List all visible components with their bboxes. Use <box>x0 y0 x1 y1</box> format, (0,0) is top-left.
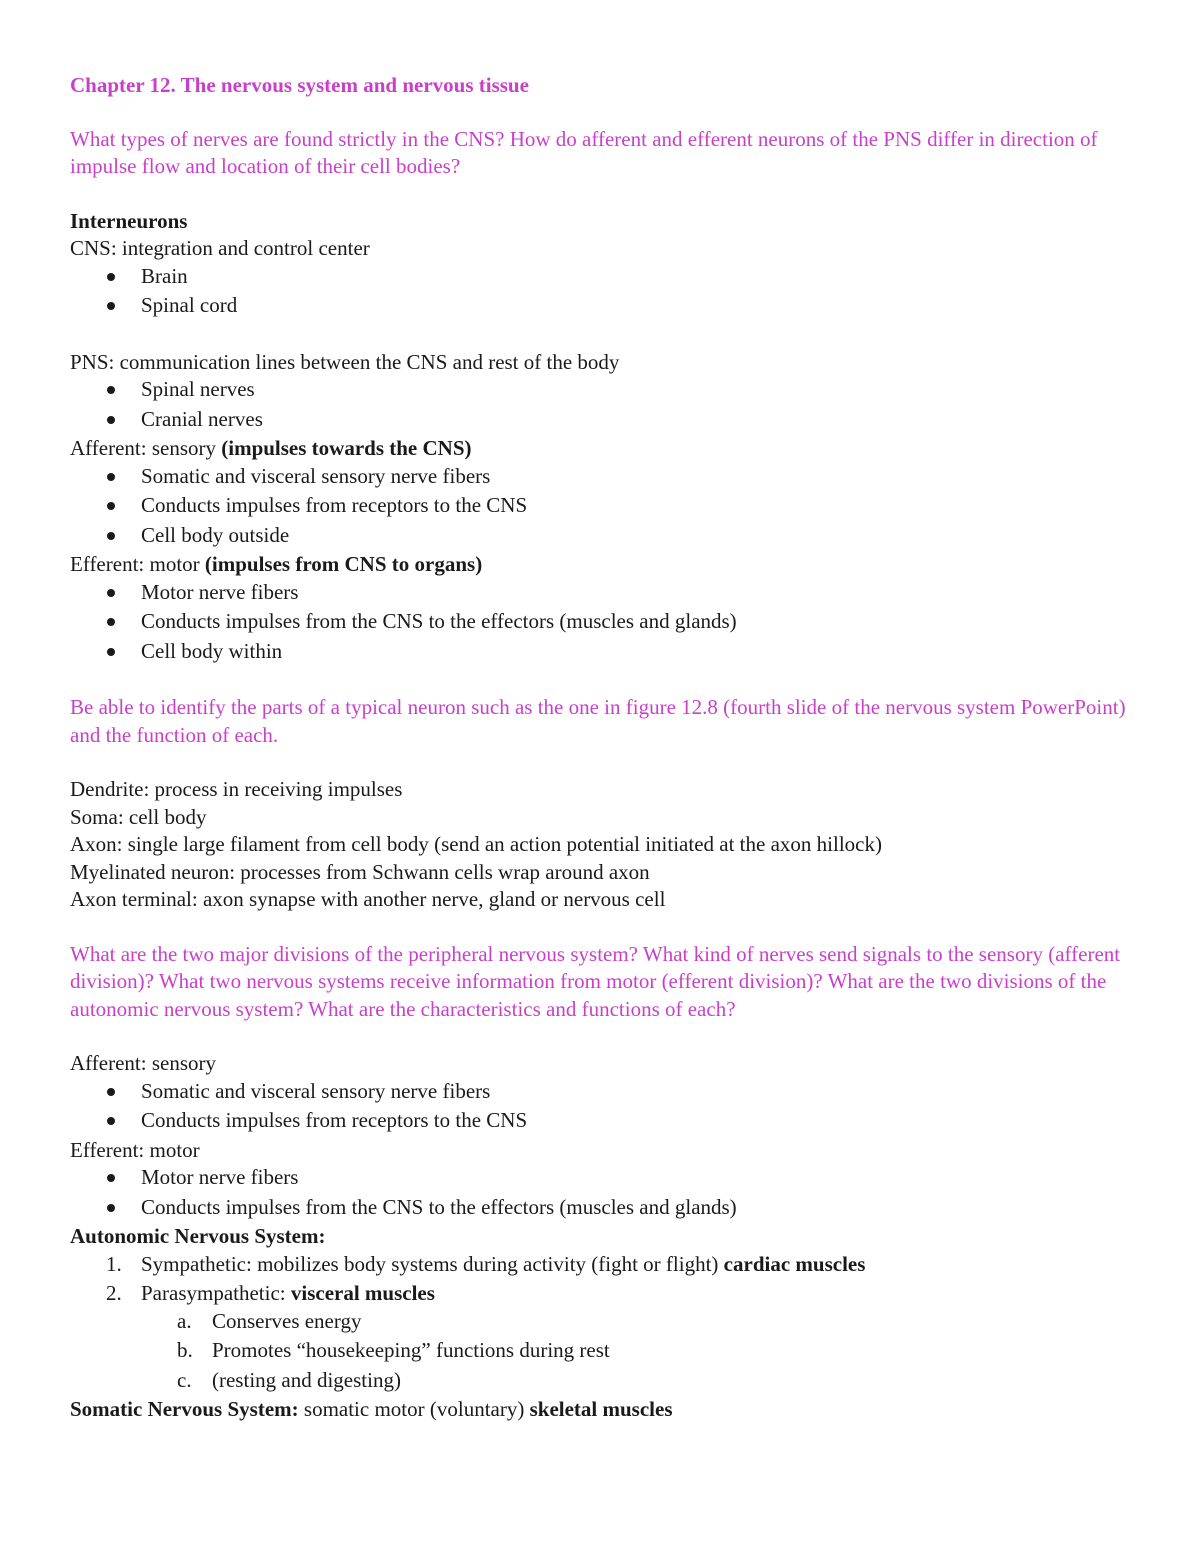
spacer <box>70 749 1130 776</box>
afferent-prefix: Afferent: sensory <box>70 436 222 460</box>
neuron-part: Axon: single large filament from cell body (send an action potential initiated at the axon hillock) <box>70 832 882 856</box>
spacer <box>70 914 1130 941</box>
list-item: Conducts impulses from receptors to the CNS <box>70 492 1130 520</box>
spacer <box>70 181 1130 208</box>
afferent-division-list <box>70 1078 1130 1135</box>
cns-line: CNS: integration and control center <box>70 236 370 260</box>
pns-line: PNS: communication lines between the CNS and rest of the body <box>70 349 620 374</box>
list-bold: cardiac muscles <box>723 1251 866 1276</box>
interneurons-heading: Interneurons <box>70 208 188 233</box>
afferent-bold: (impulses towards the CNS) <box>221 436 472 460</box>
ans-list <box>70 1251 1130 1395</box>
neuron-part: Dendrite: process in receiving impulses <box>70 777 403 801</box>
spacer <box>70 667 1130 694</box>
list-item: Brain <box>70 263 1130 291</box>
sns-heading: Somatic Nervous System: <box>70 1397 299 1421</box>
cns-list <box>70 263 1130 320</box>
efferent-list <box>70 579 1130 666</box>
pns-list <box>70 376 1130 433</box>
question-2: Be able to identify the parts of a typical neuron such as the one in figure 12.8 (fourth slide of the nervous system PowerPoint) and the function of each. <box>70 695 1126 747</box>
list-item <box>70 1251 1130 1279</box>
sub-text: Promotes “housekeeping” functions during rest <box>212 1338 610 1362</box>
list-item: Conducts impulses from the CNS to the effectors (muscles and glands) <box>70 608 1130 636</box>
sns-text: somatic motor (voluntary) <box>298 1397 530 1421</box>
sub-list-item <box>141 1308 1130 1336</box>
list-item: Motor nerve fibers <box>70 1164 1130 1192</box>
efferent-bold: (impulses from CNS to organs) <box>204 552 483 576</box>
sub-marker: a. <box>177 1308 192 1333</box>
neuron-part: Axon terminal: axon synapse with another nerve, gland or nervous cell <box>70 887 666 911</box>
sns-line <box>70 1396 1130 1424</box>
spacer <box>70 322 1130 349</box>
sub-marker: b. <box>177 1338 193 1362</box>
afferent-list <box>70 463 1130 550</box>
afferent-division-line: Afferent: sensory <box>70 1051 216 1075</box>
sub-text: (resting and digesting) <box>212 1367 401 1392</box>
chapter-title: Chapter 12. The nervous system and nervous tissue <box>70 73 529 97</box>
list-item: Spinal nerves <box>70 376 1130 404</box>
list-bold: visceral muscles <box>290 1281 435 1305</box>
list-item: Cranial nerves <box>70 406 1130 434</box>
list-item <box>70 1280 1130 1394</box>
list-marker: 2. <box>106 1281 122 1305</box>
sub-list-item <box>141 1337 1130 1365</box>
efferent-line <box>70 551 1130 579</box>
parasympathetic-sublist <box>141 1308 1130 1395</box>
sns-bold: skeletal muscles <box>529 1397 673 1421</box>
spacer <box>70 1023 1130 1050</box>
sub-marker: c. <box>177 1367 192 1392</box>
list-item: Cell body within <box>70 638 1130 666</box>
sub-list-item <box>141 1367 1130 1395</box>
neuron-part: Soma: cell body <box>70 804 207 829</box>
list-text: Sympathetic: mobilizes body systems during activity (fight or flight) <box>141 1251 724 1276</box>
question-3: What are the two major divisions of the peripheral nervous system? What kind of nerves send signals to the sensory (afferent division)? What two nervous systems receive information from motor (efferent division)? What are the two divisions of the autonomic nervous system? What are the characteristics and functions of each? <box>70 941 1121 1021</box>
list-item: Cell body outside <box>70 522 1130 550</box>
list-item: Conducts impulses from receptors to the CNS <box>70 1107 1130 1135</box>
list-item: Motor nerve fibers <box>70 579 1130 607</box>
list-text: Parasympathetic: <box>141 1281 291 1305</box>
list-item: Somatic and visceral sensory nerve fibers <box>70 463 1130 491</box>
list-item: Somatic and visceral sensory nerve fibers <box>70 1078 1130 1106</box>
ans-heading: Autonomic Nervous System: <box>70 1224 326 1248</box>
list-marker: 1. <box>106 1251 122 1276</box>
efferent-prefix: Efferent: motor <box>70 552 205 576</box>
efferent-division-line: Efferent: motor <box>70 1137 200 1162</box>
efferent-division-list <box>70 1164 1130 1221</box>
list-item: Spinal cord <box>70 292 1130 320</box>
sub-text: Conserves energy <box>212 1308 362 1333</box>
list-item: Conducts impulses from the CNS to the effectors (muscles and glands) <box>70 1194 1130 1222</box>
neuron-part: Myelinated neuron: processes from Schwann cells wrap around axon <box>70 859 650 884</box>
afferent-line <box>70 435 1130 463</box>
question-1: What types of nerves are found strictly in the CNS? How do afferent and efferent neurons of the PNS differ in direction of impulse flow and location of their cell bodies? <box>70 126 1098 178</box>
